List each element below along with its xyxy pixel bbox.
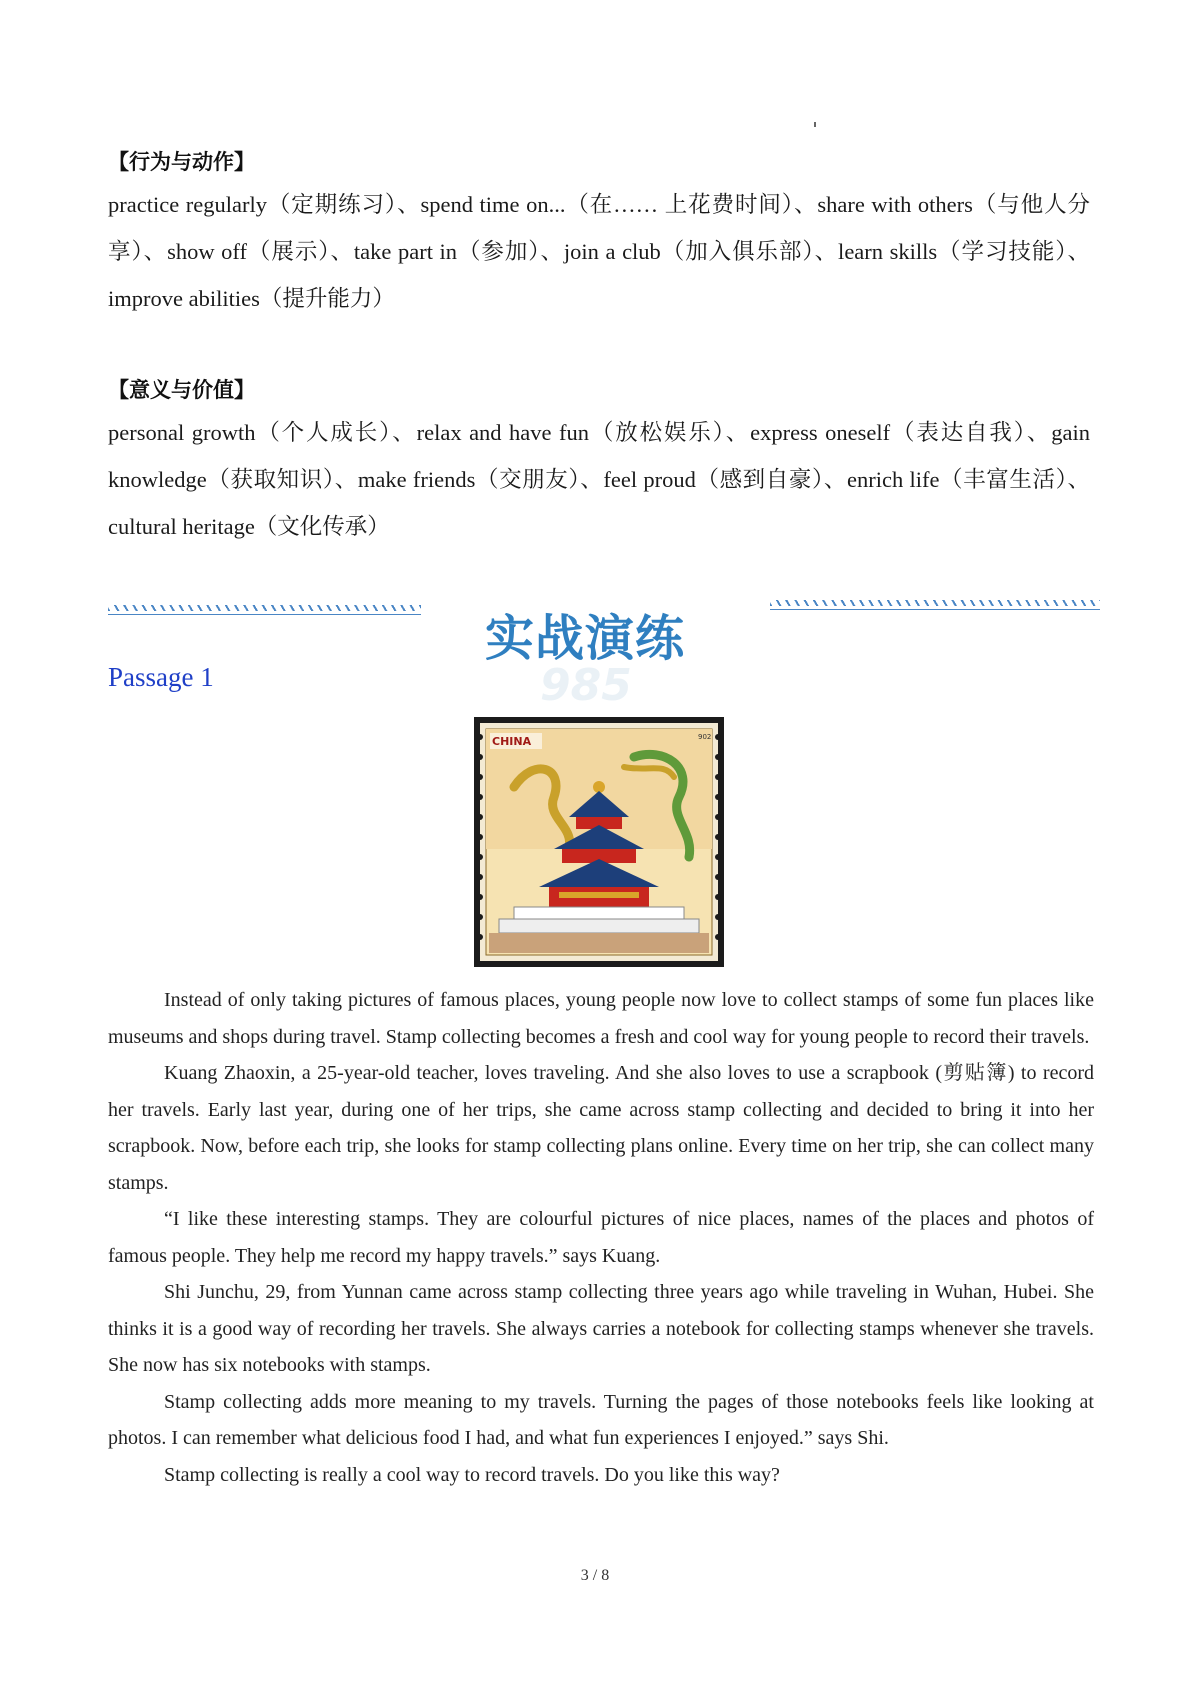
passage-paragraph-2: Kuang Zhaoxin, a 25-year-old teacher, loves traveling. And she also loves to use a scrapbook (剪贴簿) to record her travels. Early last year, during one of her trips, she came across stamp collecting and decided to bring it into her scrapbook. Now, before each trip, she looks for stamp collecting plans online. Every time on her trip, she can collect many stamps. xyxy=(108,1062,1094,1194)
passage-title: Passage 1 xyxy=(108,662,214,692)
decorative-line-left xyxy=(108,605,421,619)
section-heading-actions: 【行为与动作】 xyxy=(108,150,255,174)
passage-paragraph-5: Stamp collecting adds more meaning to my travels. Turning the pages of those notebooks feels like looking at photos. I can remember what delicious food I had, and what fun experiences I enjoyed.” says Shi. xyxy=(108,1390,1094,1449)
stray-mark xyxy=(814,122,816,127)
passage-paragraph-4: Shi Junchu, 29, from Yunnan came across stamp collecting three years ago while traveling in Wuhan, Hubei. She thinks it is a good way of recording her travels. She always carries a notebook for collecting stamps whenever she travels. She now has six notebooks with stamps. xyxy=(108,1281,1094,1376)
vocab-actions-text: practice regularly（定期练习）、spend time on...（在…… 上花费时间）、share with others（与他人分享）、show off（展示）、take part in（参加）、join a club（加入俱乐部）、learn skills（学习技能）、improve abilities（提升能力） xyxy=(108,192,1090,311)
stamp-country: CHINA xyxy=(492,735,532,748)
section-heading-values: 【意义与价值】 xyxy=(108,378,255,402)
temple-of-heaven-stamp-icon xyxy=(474,717,724,967)
vocab-values-text: personal growth（个人成长）、relax and have fun（放松娱乐）、express oneself（表达自我）、gain knowledge（获取知识）、make friends（交朋友）、feel proud（感到自豪）、enrich life（丰富生活）、cultural heritage（文化传承） xyxy=(108,420,1090,539)
page-number: 3 / 8 xyxy=(580,1567,610,1584)
stamp-value: 902 xyxy=(698,733,712,741)
passage-body xyxy=(108,982,1094,1493)
passage-paragraph-3: “I like these interesting stamps. They are colourful pictures of nice places, names of the places and photos of famous people. They help me record my happy travels.” says Kuang. xyxy=(108,1208,1094,1267)
practice-section-title: 实战演练 xyxy=(484,610,685,667)
decorative-line-right xyxy=(770,600,1100,614)
watermark: 985 xyxy=(540,660,632,711)
passage-paragraph-1: Instead of only taking pictures of famous places, young people now love to collect stamps of some fun places like museums and shops during travel. Stamp collecting becomes a fresh and cool way for young people to record their travels. xyxy=(108,989,1094,1048)
passage-paragraph-6: Stamp collecting is really a cool way to record travels. Do you like this way? xyxy=(164,1463,780,1486)
